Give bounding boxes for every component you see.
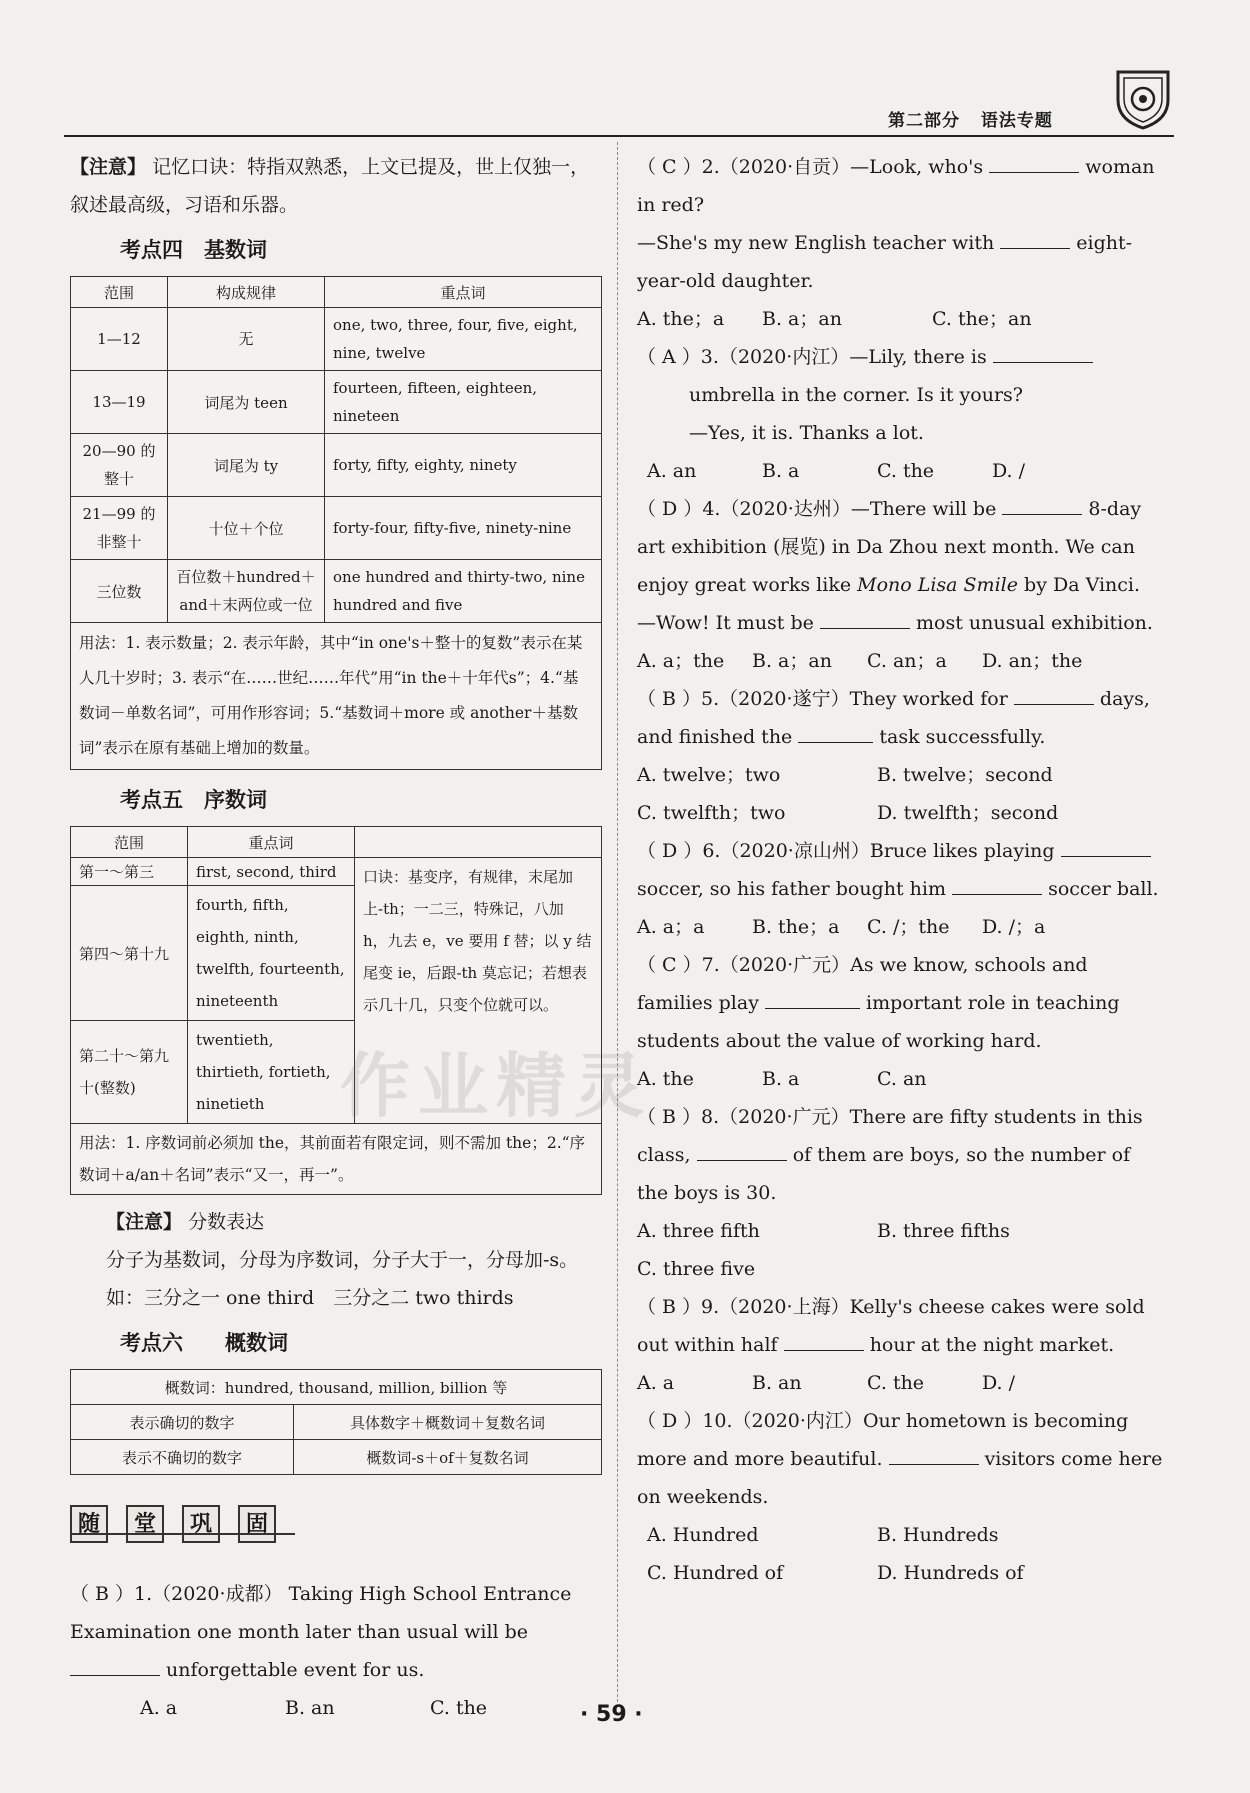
question-text: Bruce likes playing (869, 840, 1055, 862)
question-6-options (637, 908, 1167, 946)
banner-char: 堂 (126, 1505, 164, 1543)
answer-blank[interactable] (820, 608, 910, 629)
answer-blank[interactable] (989, 152, 1079, 173)
question-text: 8-day art exhibition (展览) in Da Zhou next month. We can enjoy great works like (637, 498, 1142, 596)
question-text: —Lily, there is (849, 346, 987, 368)
table-cell: 第四～第十九 (71, 886, 188, 1021)
question-10-options (637, 1516, 1167, 1592)
question-source: （2020·凉山州） (720, 840, 870, 862)
table-cell: 13—19 (71, 371, 168, 434)
option[interactable]: C. Hundred of (647, 1562, 784, 1584)
question-7-options (637, 1060, 1167, 1098)
question-1-options (70, 1689, 605, 1727)
question-source: （2020·广元） (719, 954, 851, 976)
question-text: by Da Vinci. (1024, 574, 1141, 596)
table-cell: 第二十～第九十(整数) (71, 1021, 188, 1124)
option[interactable]: A. the；a (637, 308, 725, 330)
table-row (71, 858, 602, 886)
table-row (71, 497, 602, 560)
option[interactable]: C. an；a (867, 650, 947, 672)
table-row (71, 308, 602, 371)
question-9 (637, 1288, 1167, 1364)
answer-mark: （ B ）5. (637, 688, 720, 710)
option[interactable]: A. a；the (637, 650, 725, 672)
table-cell: one, two, three, four, five, eight, nine, twelve (325, 308, 602, 371)
question-5 (637, 680, 1167, 756)
question-text: umbrella in the corner. Is it yours? (689, 384, 1023, 406)
section-title-cardinal: 考点四 基数词 (120, 238, 267, 262)
fraction-example: 如：三分之一 one third 三分之二 two thirds (106, 1287, 514, 1309)
page-number: · 59 · (580, 1702, 643, 1727)
option[interactable]: D. / (992, 460, 1026, 482)
table-header: 重点词 (188, 827, 355, 858)
header-rule (64, 135, 1174, 137)
question-text: of them are boys, so the number of the boys is 30. (637, 1144, 1131, 1204)
question-text: —There will be (850, 498, 997, 520)
question-8-options (637, 1212, 1167, 1288)
question-source: （2020·上海） (719, 1296, 850, 1318)
note-title: 分数表达 (188, 1211, 265, 1233)
option[interactable]: B. a；an (752, 650, 832, 672)
table-row (71, 1405, 602, 1440)
question-text: soccer, so his father bought him (637, 878, 946, 900)
question-2-options (637, 300, 1167, 338)
option[interactable]: C. the (877, 460, 935, 482)
page-header (888, 106, 1067, 131)
answer-mark: （ B ）9. (637, 1296, 720, 1318)
answer-mark: （ C ）7. (637, 954, 720, 976)
banner-line (70, 1533, 295, 1535)
table-cell: 表示确切的数字 (71, 1405, 294, 1440)
option[interactable]: C. /；the (867, 916, 950, 938)
option[interactable]: D. twelfth；second (877, 802, 1059, 824)
question-text: —Look, who's (850, 156, 984, 178)
option[interactable]: A. the (637, 1068, 694, 1090)
question-source: （2020·内江） (718, 346, 850, 368)
question-text: eight-year-old daughter. (637, 232, 1133, 292)
answer-blank[interactable] (1002, 494, 1082, 515)
table-cell: one hundred and thirty-two, nine hundred and five (325, 560, 602, 623)
answer-blank[interactable] (1014, 684, 1094, 705)
fraction-rule: 分子为基数词，分母为序数词，分子大于一，分母加-s。 (106, 1249, 579, 1271)
note-label: 【注意】 (106, 1211, 183, 1233)
header-topic: 语法专题 (980, 111, 1053, 131)
answer-blank[interactable] (952, 874, 1042, 895)
question-source: （2020·达州） (720, 498, 851, 520)
table-header: 范围 (71, 827, 188, 858)
question-text: —Yes, it is. Thanks a lot. (689, 422, 924, 444)
note-text: 记忆口诀：特指双熟悉，上文已提及，世上仅独一，叙述最高级，习语和乐器。 (70, 156, 590, 216)
question-text: hour at the night market. (869, 1334, 1115, 1356)
table-cell: fourth, fifth, eighth, ninth, twelfth, fourteenth, nineteenth (188, 886, 355, 1021)
table-cell: 表示不确切的数字 (71, 1440, 294, 1475)
section-title-approx: 考点六 概数词 (120, 1331, 288, 1355)
option[interactable]: C. an (877, 1068, 927, 1090)
table-cell: 第一～第三 (71, 858, 188, 886)
option[interactable]: C. the；an (932, 308, 1032, 330)
table-row (71, 371, 602, 434)
question-text: task successfully. (879, 726, 1046, 748)
option[interactable]: A. a；a (637, 916, 705, 938)
answer-mark: （ B ）1. (70, 1583, 153, 1605)
question-3 (637, 338, 1167, 452)
option[interactable]: C. twelfth；two (637, 802, 786, 824)
question-10 (637, 1402, 1167, 1516)
usage-note: 用法：1. 表示数量；2. 表示年龄，其中“in one's＋整十的复数”表示在某人几十岁时；3. 表示“在……世纪……年代”用“in the＋十年代s”；4.“基数词－单数名词”，可用作形容词；5.“基数词＋more 或 another＋基数词”表示在原有基础上增加的数量。 (71, 623, 602, 770)
answer-mark: （ D ）4. (637, 498, 721, 520)
table-row (71, 623, 602, 770)
answer-mark: （ B ）8. (637, 1106, 720, 1128)
option[interactable]: C. three five (637, 1258, 756, 1280)
option[interactable]: D. Hundreds of (877, 1562, 1024, 1584)
table-cell: 无 (168, 308, 325, 371)
table-cell: 具体数字＋概数词＋复数名词 (294, 1405, 602, 1440)
question-text: woman in red? (637, 156, 1155, 216)
banner-char: 固 (238, 1505, 276, 1543)
answer-mark: （ D ）6. (637, 840, 721, 862)
table-row (71, 434, 602, 497)
question-text: —She's my new English teacher with (637, 232, 995, 254)
answer-blank[interactable] (798, 722, 873, 743)
cardinal-table (70, 276, 602, 770)
question-source: （2020·内江） (732, 1410, 863, 1432)
usage-note: 用法：1. 序数词前必须加 the，其前面若有限定词，则不需加 the；2.“序数词＋a/an＋名词”表示“又一，再一”。 (71, 1124, 602, 1195)
option[interactable]: D. / (982, 1372, 1016, 1394)
question-8 (637, 1098, 1167, 1212)
option[interactable]: D. /；a (982, 916, 1046, 938)
table-cell: fourteen, fifteen, eighteen, nineteen (325, 371, 602, 434)
answer-blank[interactable] (765, 988, 860, 1009)
question-text: —Wow! It must be (637, 612, 814, 634)
question-text: Kelly's cheese cakes were sold out within half (637, 1296, 1145, 1356)
table-header (355, 827, 602, 858)
banner-char: 巩 (182, 1505, 220, 1543)
note-fractions (70, 1203, 605, 1241)
question-text: Taking High School Entrance Examination one month later than usual will be (70, 1583, 572, 1643)
question-text: soccer ball. (1048, 878, 1159, 900)
option[interactable]: A. a (637, 1372, 675, 1394)
table-cell: 20—90 的整十 (71, 434, 168, 497)
shield-emblem-icon (1112, 66, 1174, 132)
option[interactable]: A. Hundred (647, 1524, 759, 1546)
question-text: most unusual exhibition. (915, 612, 1153, 634)
option[interactable]: A. twelve；two (637, 764, 781, 786)
answer-blank[interactable] (1061, 836, 1151, 857)
option[interactable]: D. an；the (982, 650, 1083, 672)
answer-mark: （ D ）10. (637, 1410, 733, 1432)
option[interactable]: B. an (752, 1372, 802, 1394)
answer-blank[interactable] (70, 1655, 160, 1676)
option[interactable]: B. three fifths (877, 1220, 1010, 1242)
table-cell: 三位数 (71, 560, 168, 623)
table-cell: 概数词：hundred, thousand, million, billion 等 (71, 1370, 602, 1405)
note-memory-tip (70, 148, 605, 224)
question-text: important role in teaching students about the value of working hard. (637, 992, 1120, 1052)
question-4-options (637, 642, 1167, 680)
option[interactable]: B. a；an (762, 308, 842, 330)
table-cell: 词尾为 ty (168, 434, 325, 497)
question-text: visitors come here on weekends. (637, 1448, 1163, 1508)
table-cell: 十位＋个位 (168, 497, 325, 560)
answer-mark: （ C ）2. (637, 156, 720, 178)
table-row (71, 1370, 602, 1405)
table-cell: 概数词-s＋of＋复数名词 (294, 1440, 602, 1475)
question-3-options (637, 452, 1167, 490)
table-row (71, 560, 602, 623)
table-cell: forty-four, fifty-five, ninety-nine (325, 497, 602, 560)
question-5-options (637, 756, 1167, 832)
question-text: days, and finished the (637, 688, 1150, 748)
table-cell: 21—99 的非整十 (71, 497, 168, 560)
question-source: （2020·自贡） (719, 156, 851, 178)
answer-blank[interactable] (889, 1444, 979, 1465)
table-header: 构成规律 (168, 277, 325, 308)
mnemonic-cell: 口诀：基变序，有规律，末尾加上-th；一二三，特殊记，八加 h，九去 e，ve 要用 f 替；以 y 结尾变 ie，后跟-th 莫忘记；若想表示几十几，只变个位就可以。 (355, 858, 602, 1124)
table-row (71, 1440, 602, 1475)
option[interactable]: B. the；a (752, 916, 840, 938)
answer-blank[interactable] (784, 1330, 864, 1351)
section-title-ordinal: 考点五 序数词 (120, 788, 267, 812)
answer-blank[interactable] (697, 1140, 787, 1161)
question-6 (637, 832, 1167, 908)
answer-mark: （ A ）3. (637, 346, 719, 368)
table-header: 范围 (71, 277, 168, 308)
table-row (71, 1124, 602, 1195)
table-header: 重点词 (325, 277, 602, 308)
question-text: As we know, schools and families play (637, 954, 1088, 1014)
table-cell: forty, fifty, eighty, ninety (325, 434, 602, 497)
option[interactable]: B. a (762, 460, 800, 482)
question-4 (637, 490, 1167, 642)
option[interactable]: C. the (430, 1697, 488, 1719)
table-cell: twentieth, thirtieth, fortieth, ninetieth (188, 1021, 355, 1124)
table-cell: 词尾为 teen (168, 371, 325, 434)
approx-table (70, 1369, 602, 1475)
note-label: 【注意】 (70, 156, 147, 178)
banner-char: 随 (70, 1505, 108, 1543)
question-source: （2020·广元） (719, 1106, 850, 1128)
question-text: They worked for (849, 688, 1008, 710)
option[interactable]: A. an (647, 460, 697, 482)
table-cell: first, second, third (188, 858, 355, 886)
option[interactable]: B. twelve；second (877, 764, 1053, 786)
left-column (70, 148, 605, 1727)
practice-banner (70, 1505, 605, 1565)
ordinal-table (70, 826, 602, 1195)
table-cell: 百位数＋hundred＋and＋末两位或一位 (168, 560, 325, 623)
watermark: 作业精灵 (340, 1045, 652, 1127)
question-source: （2020·成都） (152, 1583, 283, 1605)
right-column (637, 148, 1167, 1592)
option[interactable]: C. the (867, 1372, 925, 1394)
question-1 (70, 1575, 605, 1689)
column-divider (617, 142, 618, 1702)
question-source: （2020·遂宁） (719, 688, 850, 710)
question-text: Our hometown is becoming more and more beautiful. (637, 1410, 1129, 1470)
option[interactable]: B. Hundreds (877, 1524, 999, 1546)
question-text: unforgettable event for us. (166, 1659, 425, 1681)
option[interactable]: B. an (285, 1697, 335, 1719)
option[interactable]: B. a (762, 1068, 800, 1090)
answer-blank[interactable] (1000, 228, 1070, 249)
answer-blank[interactable] (993, 342, 1093, 363)
option[interactable]: A. three fifth (637, 1220, 760, 1242)
option[interactable]: A. a (140, 1697, 178, 1719)
question-7 (637, 946, 1167, 1060)
question-text-italic: Mono Lisa Smile (857, 574, 1018, 596)
question-2 (637, 148, 1167, 300)
table-cell: 1—12 (71, 308, 168, 371)
header-part: 第二部分 (888, 111, 960, 131)
question-9-options (637, 1364, 1167, 1402)
question-text: There are fifty students in this class, (637, 1106, 1143, 1166)
